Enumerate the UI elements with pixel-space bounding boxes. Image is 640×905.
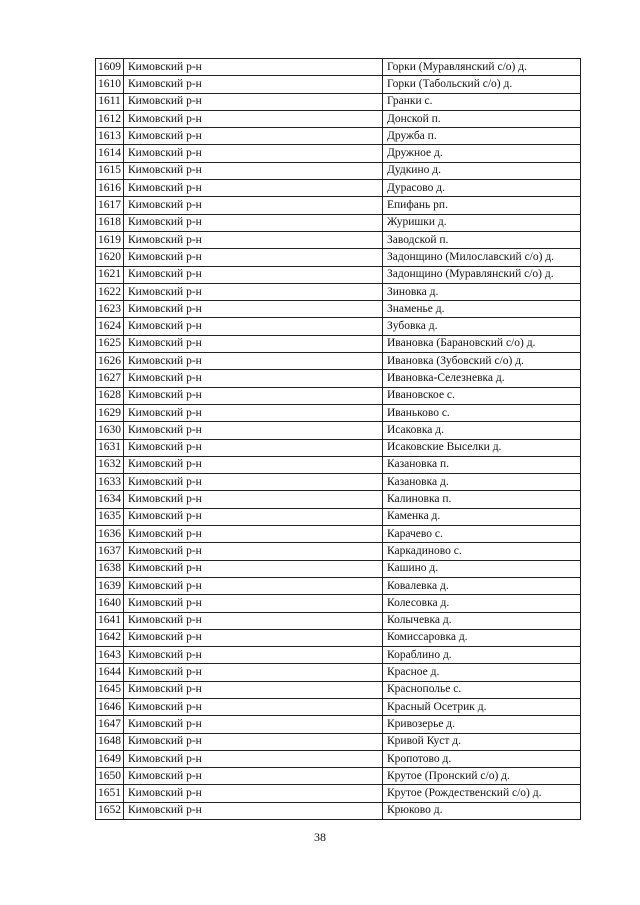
district-cell: Кимовский р-н	[124, 162, 383, 179]
place-cell: Ивановка (Зубовский с/о) д.	[383, 353, 581, 370]
district-cell: Кимовский р-н	[124, 595, 383, 612]
table-body	[96, 59, 581, 820]
district-cell: Кимовский р-н	[124, 681, 383, 698]
row-number-cell: 1635	[96, 508, 124, 525]
table-row	[96, 577, 581, 594]
table-row	[96, 560, 581, 577]
row-number-cell: 1615	[96, 162, 124, 179]
place-cell: Комиссаровка д.	[383, 629, 581, 646]
table-row	[96, 664, 581, 681]
table-row	[96, 456, 581, 473]
table-row	[96, 180, 581, 197]
table-row	[96, 716, 581, 733]
district-cell: Кимовский р-н	[124, 733, 383, 750]
row-number-cell: 1614	[96, 145, 124, 162]
district-cell: Кимовский р-н	[124, 180, 383, 197]
row-number-cell: 1651	[96, 785, 124, 802]
row-number-cell: 1617	[96, 197, 124, 214]
district-cell: Кимовский р-н	[124, 387, 383, 404]
row-number-cell: 1613	[96, 128, 124, 145]
place-cell: Ивановское с.	[383, 387, 581, 404]
place-cell: Исаковские Выселки д.	[383, 439, 581, 456]
place-cell: Задонщино (Милославский с/о) д.	[383, 249, 581, 266]
row-number-cell: 1638	[96, 560, 124, 577]
place-cell: Исаковка д.	[383, 422, 581, 439]
district-cell: Кимовский р-н	[124, 560, 383, 577]
district-cell: Кимовский р-н	[124, 577, 383, 594]
table-row	[96, 698, 581, 715]
place-cell: Зубовка д.	[383, 318, 581, 335]
row-number-cell: 1650	[96, 768, 124, 785]
place-cell: Епифань рп.	[383, 197, 581, 214]
table-row	[96, 491, 581, 508]
table-row	[96, 802, 581, 819]
place-cell: Кривозерье д.	[383, 716, 581, 733]
district-cell: Кимовский р-н	[124, 318, 383, 335]
row-number-cell: 1639	[96, 577, 124, 594]
place-cell: Красный Осетрик д.	[383, 698, 581, 715]
settlements-table	[95, 58, 581, 820]
row-number-cell: 1618	[96, 214, 124, 231]
row-number-cell: 1642	[96, 629, 124, 646]
table-row	[96, 370, 581, 387]
table-row	[96, 318, 581, 335]
district-cell: Кимовский р-н	[124, 698, 383, 715]
table-row	[96, 595, 581, 612]
row-number-cell: 1640	[96, 595, 124, 612]
place-cell: Дурасово д.	[383, 180, 581, 197]
district-cell: Кимовский р-н	[124, 508, 383, 525]
row-number-cell: 1611	[96, 93, 124, 110]
row-number-cell: 1616	[96, 180, 124, 197]
district-cell: Кимовский р-н	[124, 768, 383, 785]
table-row	[96, 404, 581, 421]
district-cell: Кимовский р-н	[124, 353, 383, 370]
table-row	[96, 768, 581, 785]
table-row	[96, 629, 581, 646]
place-cell: Ивановка-Селезневка д.	[383, 370, 581, 387]
place-cell: Дружба п.	[383, 128, 581, 145]
district-cell: Кимовский р-н	[124, 664, 383, 681]
district-cell: Кимовский р-н	[124, 59, 383, 76]
district-cell: Кимовский р-н	[124, 76, 383, 93]
table-row	[96, 474, 581, 491]
row-number-cell: 1649	[96, 750, 124, 767]
place-cell: Ивановка (Барановский с/о) д.	[383, 335, 581, 352]
place-cell: Колычевка д.	[383, 612, 581, 629]
district-cell: Кимовский р-н	[124, 128, 383, 145]
row-number-cell: 1636	[96, 526, 124, 543]
row-number-cell: 1629	[96, 404, 124, 421]
row-number-cell: 1634	[96, 491, 124, 508]
district-cell: Кимовский р-н	[124, 647, 383, 664]
district-cell: Кимовский р-н	[124, 335, 383, 352]
district-cell: Кимовский р-н	[124, 456, 383, 473]
row-number-cell: 1623	[96, 301, 124, 318]
place-cell: Знаменье д.	[383, 301, 581, 318]
place-cell: Ковалевка д.	[383, 577, 581, 594]
place-cell: Дружное д.	[383, 145, 581, 162]
place-cell: Казановка д.	[383, 474, 581, 491]
row-number-cell: 1643	[96, 647, 124, 664]
place-cell: Крюково д.	[383, 802, 581, 819]
table-row	[96, 128, 581, 145]
table-row	[96, 785, 581, 802]
place-cell: Заводской п.	[383, 231, 581, 248]
page-number: 38	[314, 830, 326, 844]
place-cell: Каменка д.	[383, 508, 581, 525]
table-row	[96, 733, 581, 750]
district-cell: Кимовский р-н	[124, 231, 383, 248]
table-row	[96, 76, 581, 93]
row-number-cell: 1632	[96, 456, 124, 473]
district-cell: Кимовский р-н	[124, 249, 383, 266]
place-cell: Казановка п.	[383, 456, 581, 473]
table-row	[96, 59, 581, 76]
row-number-cell: 1626	[96, 353, 124, 370]
place-cell: Кропотово д.	[383, 750, 581, 767]
place-cell: Кривой Куст д.	[383, 733, 581, 750]
table-row	[96, 387, 581, 404]
row-number-cell: 1619	[96, 231, 124, 248]
district-cell: Кимовский р-н	[124, 439, 383, 456]
table-row	[96, 110, 581, 127]
district-cell: Кимовский р-н	[124, 474, 383, 491]
row-number-cell: 1646	[96, 698, 124, 715]
place-cell: Кораблино д.	[383, 647, 581, 664]
district-cell: Кимовский р-н	[124, 110, 383, 127]
place-cell: Дудкино д.	[383, 162, 581, 179]
district-cell: Кимовский р-н	[124, 612, 383, 629]
row-number-cell: 1627	[96, 370, 124, 387]
place-cell: Крутое (Пронский с/о) д.	[383, 768, 581, 785]
table-row	[96, 197, 581, 214]
table-row	[96, 439, 581, 456]
table-row	[96, 647, 581, 664]
place-cell: Гранки с.	[383, 93, 581, 110]
place-cell: Краснополье с.	[383, 681, 581, 698]
place-cell: Зиновка д.	[383, 283, 581, 300]
row-number-cell: 1612	[96, 110, 124, 127]
district-cell: Кимовский р-н	[124, 266, 383, 283]
district-cell: Кимовский р-н	[124, 785, 383, 802]
table-row	[96, 231, 581, 248]
table-row	[96, 214, 581, 231]
row-number-cell: 1641	[96, 612, 124, 629]
row-number-cell: 1609	[96, 59, 124, 76]
table-row	[96, 681, 581, 698]
district-cell: Кимовский р-н	[124, 404, 383, 421]
table-row	[96, 301, 581, 318]
table-row	[96, 335, 581, 352]
district-cell: Кимовский р-н	[124, 491, 383, 508]
place-cell: Донской п.	[383, 110, 581, 127]
row-number-cell: 1647	[96, 716, 124, 733]
row-number-cell: 1610	[96, 76, 124, 93]
district-cell: Кимовский р-н	[124, 93, 383, 110]
district-cell: Кимовский р-н	[124, 750, 383, 767]
place-cell: Иваньково с.	[383, 404, 581, 421]
row-number-cell: 1625	[96, 335, 124, 352]
table-row	[96, 283, 581, 300]
table-row	[96, 750, 581, 767]
row-number-cell: 1633	[96, 474, 124, 491]
district-cell: Кимовский р-н	[124, 422, 383, 439]
row-number-cell: 1622	[96, 283, 124, 300]
place-cell: Каркадиново с.	[383, 543, 581, 560]
table-row	[96, 162, 581, 179]
table-row	[96, 526, 581, 543]
table-row	[96, 422, 581, 439]
table-row	[96, 93, 581, 110]
place-cell: Карачево с.	[383, 526, 581, 543]
row-number-cell: 1648	[96, 733, 124, 750]
table-row	[96, 543, 581, 560]
place-cell: Крутое (Рождественский с/о) д.	[383, 785, 581, 802]
place-cell: Горки (Муравлянский с/о) д.	[383, 59, 581, 76]
district-cell: Кимовский р-н	[124, 802, 383, 819]
table-row	[96, 266, 581, 283]
table-row	[96, 353, 581, 370]
district-cell: Кимовский р-н	[124, 543, 383, 560]
district-cell: Кимовский р-н	[124, 283, 383, 300]
district-cell: Кимовский р-н	[124, 197, 383, 214]
table-row	[96, 508, 581, 525]
table-row	[96, 249, 581, 266]
place-cell: Красное д.	[383, 664, 581, 681]
district-cell: Кимовский р-н	[124, 526, 383, 543]
row-number-cell: 1645	[96, 681, 124, 698]
place-cell: Калиновка п.	[383, 491, 581, 508]
row-number-cell: 1637	[96, 543, 124, 560]
row-number-cell: 1628	[96, 387, 124, 404]
table-row	[96, 145, 581, 162]
place-cell: Кашино д.	[383, 560, 581, 577]
district-cell: Кимовский р-н	[124, 716, 383, 733]
row-number-cell: 1620	[96, 249, 124, 266]
district-cell: Кимовский р-н	[124, 214, 383, 231]
place-cell: Журишки д.	[383, 214, 581, 231]
district-cell: Кимовский р-н	[124, 145, 383, 162]
row-number-cell: 1644	[96, 664, 124, 681]
row-number-cell: 1652	[96, 802, 124, 819]
table-row	[96, 612, 581, 629]
row-number-cell: 1621	[96, 266, 124, 283]
district-cell: Кимовский р-н	[124, 370, 383, 387]
row-number-cell: 1631	[96, 439, 124, 456]
row-number-cell: 1624	[96, 318, 124, 335]
district-cell: Кимовский р-н	[124, 629, 383, 646]
district-cell: Кимовский р-н	[124, 301, 383, 318]
place-cell: Колесовка д.	[383, 595, 581, 612]
place-cell: Горки (Табольский с/о) д.	[383, 76, 581, 93]
row-number-cell: 1630	[96, 422, 124, 439]
place-cell: Задонщино (Муравлянский с/о) д.	[383, 266, 581, 283]
